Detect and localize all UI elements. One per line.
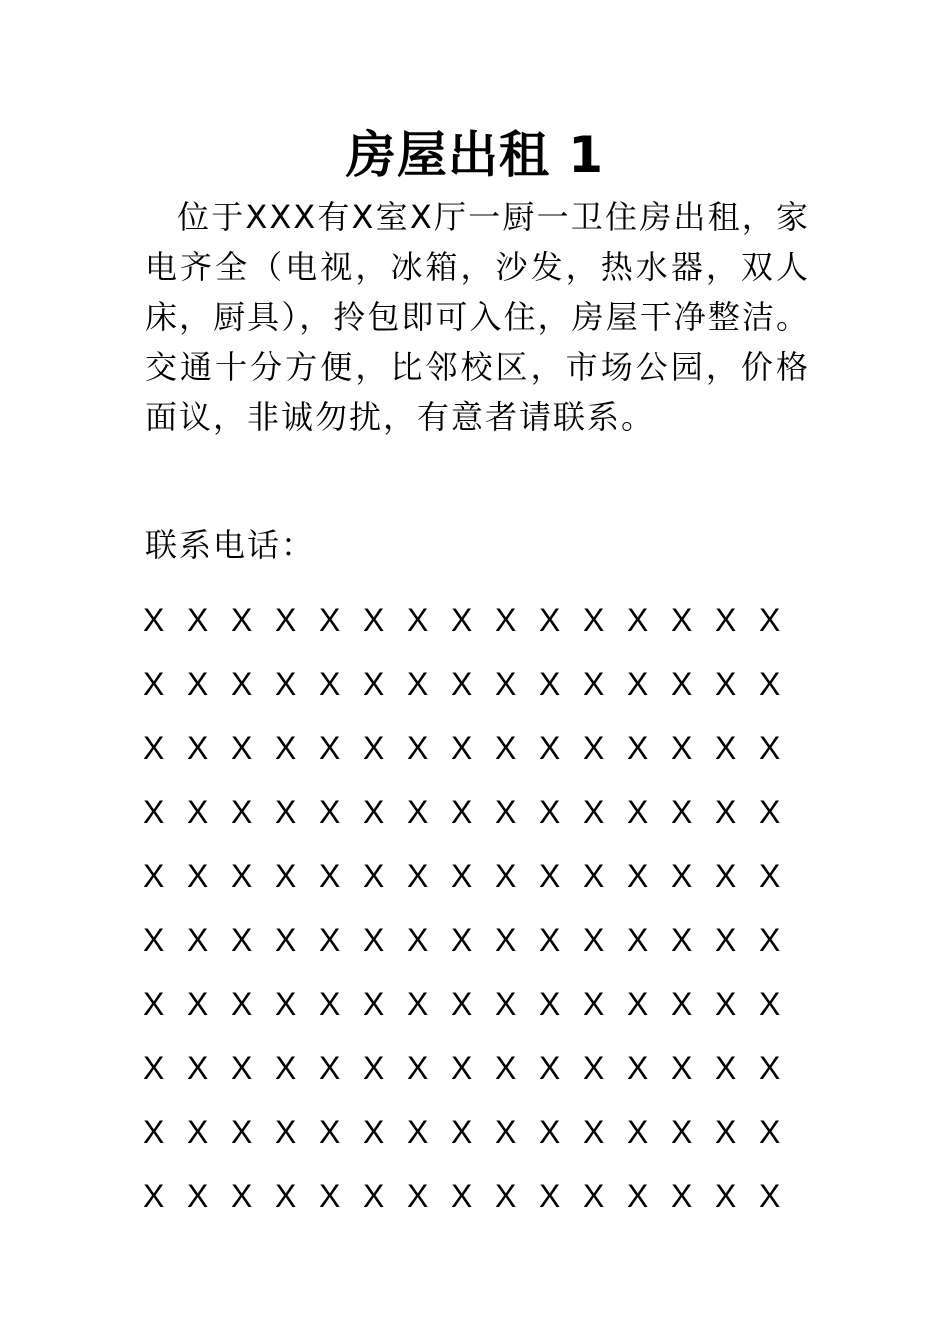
x-row — [143, 1164, 803, 1228]
x-placeholder: X — [539, 666, 561, 702]
x-placeholder: X — [187, 1114, 209, 1150]
x-placeholder: X — [671, 1178, 693, 1214]
x-placeholder: X — [363, 1114, 385, 1150]
x-placeholder: X — [187, 858, 209, 894]
x-placeholder: X — [363, 666, 385, 702]
x-placeholder: X — [231, 922, 253, 958]
x-placeholder: X — [583, 666, 605, 702]
x-placeholder: X — [583, 858, 605, 894]
x-placeholder: X — [759, 922, 781, 958]
x-placeholder: X — [319, 1114, 341, 1150]
x-placeholder: X — [275, 1114, 297, 1150]
x-placeholder: X — [495, 1114, 517, 1150]
x-placeholder: X — [671, 986, 693, 1022]
x-placeholder: X — [143, 602, 165, 638]
x-placeholder: X — [407, 922, 429, 958]
x-placeholder: X — [715, 602, 737, 638]
x-placeholder: X — [539, 1050, 561, 1086]
x-placeholder: X — [275, 666, 297, 702]
x-placeholder: X — [143, 922, 165, 958]
x-row — [143, 1100, 803, 1164]
x-placeholder: X — [671, 794, 693, 830]
x-placeholder: X — [671, 1050, 693, 1086]
x-placeholder: X — [187, 986, 209, 1022]
x-placeholder: X — [407, 666, 429, 702]
document-title: 房屋出租 1 — [345, 126, 605, 184]
x-placeholder: X — [143, 730, 165, 766]
x-placeholder: X — [583, 1114, 605, 1150]
x-row — [143, 588, 803, 652]
x-placeholder: X — [275, 858, 297, 894]
contact-phone-label: 联系电话： — [145, 526, 316, 564]
x-placeholder: X — [671, 730, 693, 766]
x-placeholder: X — [671, 1114, 693, 1150]
x-placeholder: X — [407, 730, 429, 766]
x-placeholder: X — [187, 794, 209, 830]
x-row — [143, 716, 803, 780]
x-placeholder: X — [451, 1050, 473, 1086]
x-placeholder: X — [451, 730, 473, 766]
x-placeholder: X — [275, 602, 297, 638]
x-placeholder: X — [187, 730, 209, 766]
x-placeholder: X — [759, 666, 781, 702]
x-row — [143, 1036, 803, 1100]
x-placeholder: X — [363, 986, 385, 1022]
x-placeholder: X — [275, 794, 297, 830]
x-placeholder: X — [407, 986, 429, 1022]
x-placeholder: X — [451, 666, 473, 702]
x-placeholder: X — [671, 922, 693, 958]
x-placeholder: X — [451, 1178, 473, 1214]
x-placeholder: X — [627, 666, 649, 702]
x-placeholder: X — [495, 730, 517, 766]
x-placeholder: X — [231, 858, 253, 894]
x-placeholder: X — [671, 602, 693, 638]
x-placeholder: X — [759, 1050, 781, 1086]
x-placeholder: X — [539, 794, 561, 830]
x-row — [143, 908, 803, 972]
x-placeholder: X — [275, 1050, 297, 1086]
x-placeholder: X — [143, 1050, 165, 1086]
x-placeholder: X — [539, 986, 561, 1022]
x-placeholder: X — [627, 794, 649, 830]
x-placeholder: X — [759, 1178, 781, 1214]
x-placeholder: X — [627, 1178, 649, 1214]
x-placeholder: X — [363, 730, 385, 766]
x-placeholder: X — [275, 922, 297, 958]
x-placeholder: X — [759, 602, 781, 638]
x-placeholder: X — [275, 1178, 297, 1214]
x-placeholder: X — [363, 794, 385, 830]
x-placeholder: X — [231, 1114, 253, 1150]
x-placeholder: X — [231, 666, 253, 702]
x-placeholder: X — [495, 1178, 517, 1214]
x-placeholder: X — [759, 794, 781, 830]
x-placeholder: X — [451, 922, 473, 958]
x-placeholder: X — [451, 986, 473, 1022]
x-placeholder: X — [319, 602, 341, 638]
x-placeholder: X — [407, 1050, 429, 1086]
x-placeholder: X — [759, 858, 781, 894]
x-placeholder: X — [715, 1114, 737, 1150]
x-placeholder: X — [231, 1178, 253, 1214]
x-placeholder: X — [363, 1050, 385, 1086]
x-row — [143, 652, 803, 716]
x-placeholder: X — [759, 986, 781, 1022]
x-placeholder: X — [539, 602, 561, 638]
x-placeholder: X — [539, 858, 561, 894]
x-placeholder: X — [231, 730, 253, 766]
x-placeholder: X — [275, 986, 297, 1022]
x-placeholder: X — [187, 666, 209, 702]
x-placeholder: X — [627, 1114, 649, 1150]
x-placeholder: X — [539, 1178, 561, 1214]
x-placeholder: X — [627, 858, 649, 894]
x-placeholder: X — [451, 1114, 473, 1150]
x-placeholder: X — [319, 986, 341, 1022]
x-placeholder: X — [319, 666, 341, 702]
x-placeholder: X — [363, 602, 385, 638]
x-placeholder: X — [671, 858, 693, 894]
x-placeholder: X — [187, 602, 209, 638]
x-placeholder: X — [275, 730, 297, 766]
x-placeholder: X — [319, 858, 341, 894]
x-placeholder: X — [143, 1178, 165, 1214]
x-placeholder: X — [187, 1178, 209, 1214]
x-placeholder: X — [495, 602, 517, 638]
x-placeholder: X — [715, 986, 737, 1022]
x-placeholder: X — [627, 1050, 649, 1086]
x-placeholder: X — [143, 858, 165, 894]
x-placeholder: X — [495, 666, 517, 702]
x-placeholder: X — [407, 1114, 429, 1150]
x-placeholder: X — [583, 1178, 605, 1214]
x-placeholder: X — [715, 922, 737, 958]
x-placeholder: X — [319, 1050, 341, 1086]
x-row — [143, 780, 803, 844]
x-placeholder: X — [583, 602, 605, 638]
x-placeholder: X — [495, 1050, 517, 1086]
x-placeholder: X — [451, 602, 473, 638]
x-placeholder: X — [583, 730, 605, 766]
x-placeholder: X — [363, 1178, 385, 1214]
x-placeholder: X — [319, 1178, 341, 1214]
x-placeholder: X — [495, 858, 517, 894]
x-placeholder: X — [627, 730, 649, 766]
x-placeholder: X — [143, 1114, 165, 1150]
x-placeholder: X — [451, 794, 473, 830]
x-placeholder: X — [539, 922, 561, 958]
x-placeholder: X — [407, 794, 429, 830]
rental-description: 位于XXX有X室X厅一厨一卫住房出租，家电齐全（电视，冰箱，沙发，热水器，双人床，厨具），拎包即可入住，房屋干净整洁。交通十分方便，比邻校区，市场公园，价格面议，非诚勿扰，有意者请联系。 — [145, 198, 810, 436]
x-placeholder: X — [143, 666, 165, 702]
x-placeholder: X — [319, 730, 341, 766]
x-placeholder: X — [363, 922, 385, 958]
x-placeholder: X — [451, 858, 473, 894]
x-placeholder: X — [715, 666, 737, 702]
placeholder-x-grid — [143, 588, 803, 1228]
x-placeholder: X — [627, 986, 649, 1022]
x-placeholder: X — [539, 730, 561, 766]
x-placeholder: X — [407, 1178, 429, 1214]
x-placeholder: X — [495, 986, 517, 1022]
x-placeholder: X — [583, 794, 605, 830]
x-placeholder: X — [407, 858, 429, 894]
x-placeholder: X — [231, 1050, 253, 1086]
x-placeholder: X — [231, 794, 253, 830]
x-placeholder: X — [583, 986, 605, 1022]
x-placeholder: X — [143, 794, 165, 830]
x-placeholder: X — [319, 922, 341, 958]
x-placeholder: X — [319, 794, 341, 830]
x-placeholder: X — [759, 730, 781, 766]
x-placeholder: X — [715, 1050, 737, 1086]
x-placeholder: X — [627, 602, 649, 638]
x-placeholder: X — [407, 602, 429, 638]
x-row — [143, 972, 803, 1036]
x-placeholder: X — [627, 922, 649, 958]
x-placeholder: X — [231, 986, 253, 1022]
x-placeholder: X — [495, 794, 517, 830]
x-placeholder: X — [715, 1178, 737, 1214]
x-placeholder: X — [715, 858, 737, 894]
x-placeholder: X — [539, 1114, 561, 1150]
x-placeholder: X — [187, 922, 209, 958]
x-placeholder: X — [715, 794, 737, 830]
x-placeholder: X — [231, 602, 253, 638]
x-placeholder: X — [715, 730, 737, 766]
x-placeholder: X — [495, 922, 517, 958]
x-row — [143, 844, 803, 908]
x-placeholder: X — [187, 1050, 209, 1086]
x-placeholder: X — [583, 922, 605, 958]
x-placeholder: X — [583, 1050, 605, 1086]
x-placeholder: X — [143, 986, 165, 1022]
x-placeholder: X — [759, 1114, 781, 1150]
x-placeholder: X — [671, 666, 693, 702]
x-placeholder: X — [363, 858, 385, 894]
